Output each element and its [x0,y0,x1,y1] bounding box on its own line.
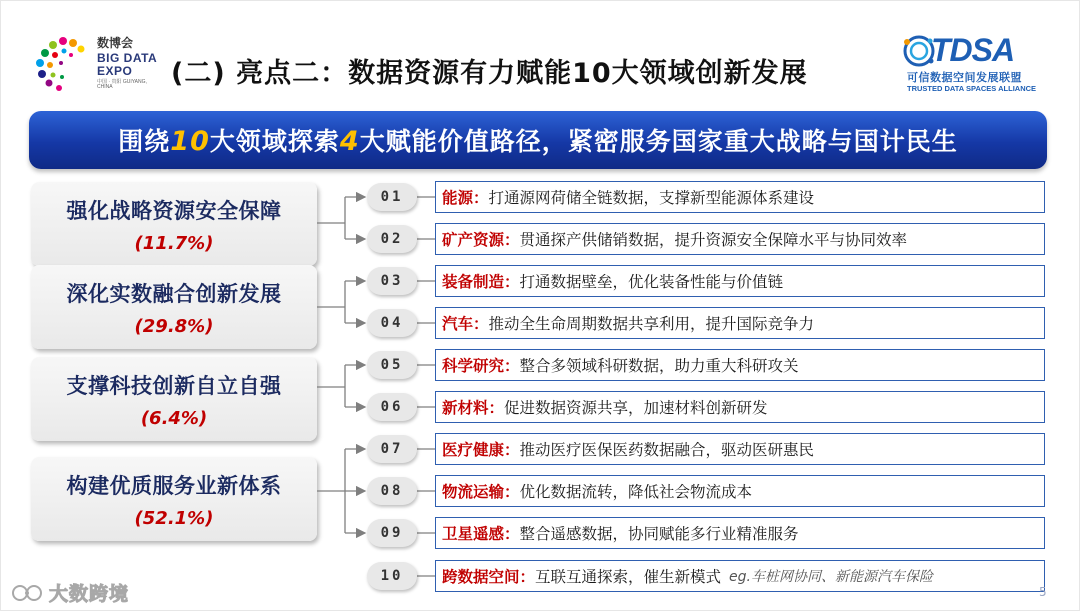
item-number-09: 09 [367,519,417,547]
domain-item-healthcare [435,433,1045,465]
domain-item-cross-data-space [435,560,1045,592]
item-number-02: 02 [367,225,417,253]
item-number-10: 10 [367,562,417,590]
domain-item-logistics [435,475,1045,507]
domain-key: 装备制造： [442,273,520,291]
domain-item-energy [435,181,1045,213]
item-number-04: 04 [367,309,417,337]
domain-desc: 整合多领域科研数据，助力重大科研攻关 [519,357,799,375]
expo-cn-name: 数博会 [97,36,134,50]
watermark-text: 大数跨境 [49,583,130,605]
category-percent: (11.7%) [134,233,214,254]
domain-desc: 推动全生命周期数据共享利用，提升国际竞争力 [488,315,815,333]
domain-item-automotive [435,307,1045,339]
expo-en-line2: EXPO [97,64,133,78]
domain-key: 卫星遥感： [442,525,520,543]
domain-item-research [435,349,1045,381]
banner-text-2: 大领域探索 [209,127,340,156]
category-name: 构建优质服务业新体系 [66,474,282,498]
banner-highlight-4: 4 [339,126,360,157]
item-number-05: 05 [367,351,417,379]
tdsa-en-name: TRUSTED DATA SPACES ALLIANCE [907,84,1037,93]
category-percent: (29.8%) [134,316,214,337]
expo-en-line1: BIG DATA [97,51,158,65]
domain-item-equipment [435,265,1045,297]
page-title: (二) 亮点二：数据资源有力赋能10大领域创新发展 [171,58,808,89]
domain-key: 物流运输： [442,483,520,501]
category-name: 支撑科技创新自立自强 [66,374,282,398]
banner-text-3: 大赋能价值路径，紧密服务国家重大战略与国计民生 [359,127,958,156]
domain-item-materials [435,391,1045,423]
domain-key: 新材料： [442,399,505,417]
domain-key: 科学研究： [442,357,520,375]
item-number-01: 01 [367,183,417,211]
domain-desc: 打通数据壁垒，优化装备性能与价值链 [519,273,784,291]
domain-desc: 整合遥感数据，协同赋能多行业精准服务 [519,525,799,543]
item-number-07: 07 [367,435,417,463]
tdsa-brand: TDSA [931,32,1015,68]
domain-key: 跨数据空间： [442,568,536,586]
item-number-03: 03 [367,267,417,295]
category-percent: (52.1%) [134,508,214,529]
item-number-06: 06 [367,393,417,421]
domain-key: 矿产资源： [442,231,520,249]
domain-desc: 优化数据流转，降低社会物流成本 [519,483,753,501]
item-number-08: 08 [367,477,417,505]
tdsa-cn-name: 可信数据空间发展联盟 [907,71,1022,84]
domain-desc: 推动医疗医保医药数据融合，驱动医研惠民 [519,441,815,459]
page-number: 5 [1039,585,1047,599]
category-name: 深化实数融合创新发展 [66,282,282,306]
category-percent: (6.4%) [140,408,208,429]
category-name: 强化战略资源安全保障 [66,199,282,223]
banner-text-1: 围绕 [118,127,171,156]
watermark [11,579,129,606]
watermark-logo-icon [11,582,45,604]
expo-location: 中国 · 贵阳 GUIYANG, CHINA [97,79,147,90]
domain-desc: 促进数据资源共享，加速材料创新研发 [504,399,768,417]
domain-key: 医疗健康： [442,441,520,459]
domain-item-minerals [435,223,1045,255]
domain-desc: 互联互通探索，催生新模式 [535,568,722,586]
domain-example: eg.车桩网协同、新能源汽车保险 [729,569,933,585]
domain-key: 汽车： [442,315,489,333]
domain-item-remote-sensing [435,517,1045,549]
domain-key: 能源： [442,189,489,207]
banner-highlight-10: 10 [170,126,210,157]
domain-desc: 贯通探产供储销数据，提升资源安全保障水平与协同效率 [519,231,908,249]
domain-desc: 打通源网荷储全链数据，支撑新型能源体系建设 [488,189,815,207]
